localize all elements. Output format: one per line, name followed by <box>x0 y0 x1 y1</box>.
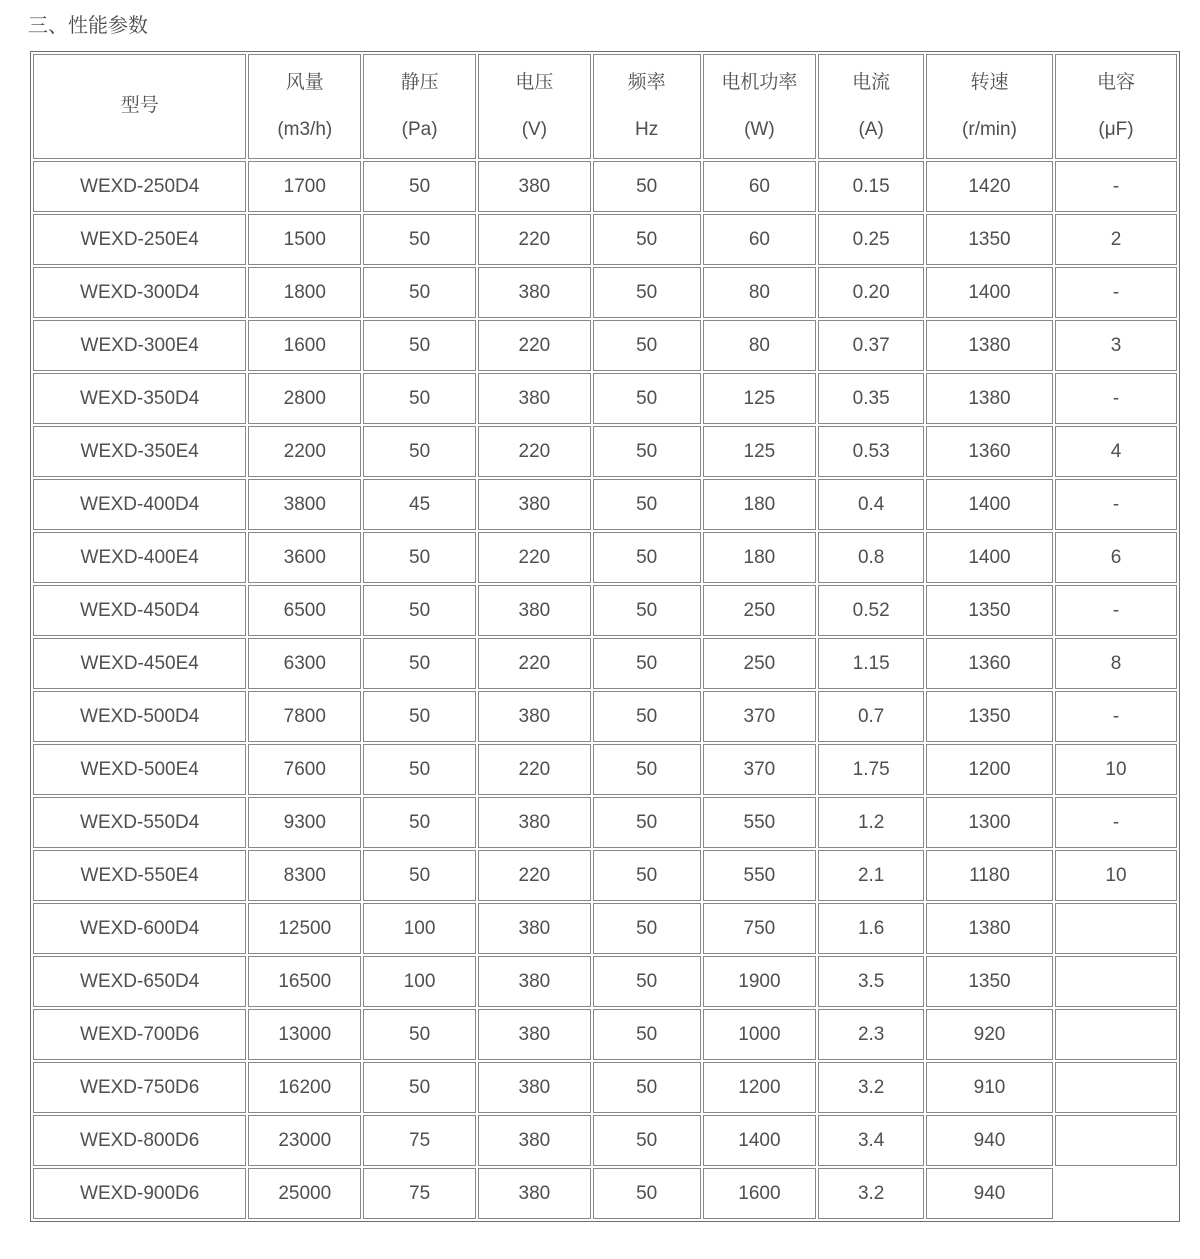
value-cell: 0.25 <box>818 214 924 265</box>
value-cell: 1.6 <box>818 903 924 954</box>
value-cell: 1200 <box>703 1062 817 1113</box>
table-row <box>33 691 1177 742</box>
table-row <box>33 1115 1177 1166</box>
value-cell: 380 <box>478 1115 591 1166</box>
value-cell: 10 <box>1055 744 1177 795</box>
value-cell: 7600 <box>248 744 361 795</box>
model-cell: WEXD-750D6 <box>33 1062 246 1113</box>
value-cell: 940 <box>926 1168 1053 1219</box>
value-cell: 1.15 <box>818 638 924 689</box>
value-cell: 1400 <box>926 267 1053 318</box>
value-cell: 50 <box>593 585 701 636</box>
value-cell: 50 <box>593 903 701 954</box>
value-cell: 50 <box>593 161 701 212</box>
value-cell: 50 <box>593 320 701 371</box>
value-cell: 50 <box>593 532 701 583</box>
value-cell: 1400 <box>703 1115 817 1166</box>
value-cell: 920 <box>926 1009 1053 1060</box>
value-cell: 1600 <box>248 320 361 371</box>
table-row <box>33 320 1177 371</box>
value-cell: 0.35 <box>818 373 924 424</box>
value-cell: 220 <box>478 532 591 583</box>
value-cell: 370 <box>703 744 817 795</box>
value-cell: 50 <box>363 373 476 424</box>
header-unit: (μF) <box>1098 118 1134 140</box>
value-cell: 100 <box>363 956 476 1007</box>
value-cell: 1350 <box>926 956 1053 1007</box>
value-cell: 1300 <box>926 797 1053 848</box>
section-title: 三、性能参数 <box>28 15 148 37</box>
value-cell: 1360 <box>926 426 1053 477</box>
table-row <box>33 744 1177 795</box>
value-cell: 23000 <box>248 1115 361 1166</box>
value-cell: 50 <box>593 797 701 848</box>
model-cell: WEXD-400D4 <box>33 479 246 530</box>
value-cell: 50 <box>593 1009 701 1060</box>
column-header-8 <box>1055 54 1177 159</box>
value-cell: 0.8 <box>818 532 924 583</box>
value-cell: 16500 <box>248 956 361 1007</box>
value-cell: 250 <box>703 638 817 689</box>
model-cell: WEXD-350E4 <box>33 426 246 477</box>
value-cell: 50 <box>593 479 701 530</box>
value-cell: 1700 <box>248 161 361 212</box>
value-cell: 3800 <box>248 479 361 530</box>
value-cell <box>1055 1009 1177 1060</box>
header-label: 型号 <box>120 95 159 117</box>
model-cell: WEXD-450D4 <box>33 585 246 636</box>
column-header-6 <box>818 54 924 159</box>
value-cell: 1380 <box>926 903 1053 954</box>
table-row <box>33 161 1177 212</box>
value-cell: 7800 <box>248 691 361 742</box>
value-cell: 380 <box>478 956 591 1007</box>
table-row <box>33 1009 1177 1060</box>
value-cell: 0.15 <box>818 161 924 212</box>
value-cell: 380 <box>478 903 591 954</box>
value-cell: 0.52 <box>818 585 924 636</box>
table-row <box>33 267 1177 318</box>
model-cell: WEXD-650D4 <box>33 956 246 1007</box>
value-cell: 1180 <box>926 850 1053 901</box>
value-cell: 0.37 <box>818 320 924 371</box>
value-cell: 380 <box>478 1009 591 1060</box>
model-cell: WEXD-450E4 <box>33 638 246 689</box>
value-cell: 1350 <box>926 691 1053 742</box>
value-cell: - <box>1055 797 1177 848</box>
model-cell: WEXD-300D4 <box>33 267 246 318</box>
model-cell: WEXD-350D4 <box>33 373 246 424</box>
column-header-1 <box>248 54 361 159</box>
header-label: 静压 <box>400 71 439 93</box>
value-cell: 50 <box>363 744 476 795</box>
value-cell: 1800 <box>248 267 361 318</box>
value-cell: 550 <box>703 850 817 901</box>
value-cell: 50 <box>363 1009 476 1060</box>
value-cell: 6300 <box>248 638 361 689</box>
value-cell: 50 <box>593 850 701 901</box>
value-cell: 50 <box>593 267 701 318</box>
table-body <box>33 161 1177 1219</box>
value-cell: 50 <box>363 585 476 636</box>
value-cell: 750 <box>703 903 817 954</box>
value-cell <box>1055 1168 1177 1219</box>
value-cell: - <box>1055 373 1177 424</box>
value-cell: 60 <box>703 161 817 212</box>
value-cell: 380 <box>478 1062 591 1113</box>
value-cell: 125 <box>703 373 817 424</box>
value-cell: - <box>1055 161 1177 212</box>
value-cell: - <box>1055 479 1177 530</box>
value-cell: 1.2 <box>818 797 924 848</box>
value-cell: 1900 <box>703 956 817 1007</box>
model-cell: WEXD-500D4 <box>33 691 246 742</box>
value-cell: 1000 <box>703 1009 817 1060</box>
value-cell <box>1055 956 1177 1007</box>
value-cell: 50 <box>363 638 476 689</box>
value-cell: 75 <box>363 1115 476 1166</box>
table-header <box>33 54 1177 159</box>
value-cell <box>1055 903 1177 954</box>
value-cell: 2800 <box>248 373 361 424</box>
value-cell: 50 <box>593 373 701 424</box>
performance-table <box>30 51 1180 1222</box>
value-cell: 8 <box>1055 638 1177 689</box>
value-cell: 50 <box>363 214 476 265</box>
value-cell: 2200 <box>248 426 361 477</box>
value-cell: 3.5 <box>818 956 924 1007</box>
value-cell: 50 <box>363 267 476 318</box>
table-row <box>33 426 1177 477</box>
value-cell: 370 <box>703 691 817 742</box>
table-row <box>33 1062 1177 1113</box>
value-cell: 50 <box>363 691 476 742</box>
value-cell: 1360 <box>926 638 1053 689</box>
model-cell: WEXD-700D6 <box>33 1009 246 1060</box>
value-cell: 220 <box>478 850 591 901</box>
table-row <box>33 638 1177 689</box>
value-cell: 180 <box>703 532 817 583</box>
model-cell: WEXD-800D6 <box>33 1115 246 1166</box>
value-cell: 1400 <box>926 532 1053 583</box>
value-cell: 1350 <box>926 214 1053 265</box>
value-cell: 380 <box>478 479 591 530</box>
value-cell: 12500 <box>248 903 361 954</box>
value-cell: 1400 <box>926 479 1053 530</box>
value-cell: 50 <box>593 1062 701 1113</box>
header-unit: (m3/h) <box>277 118 333 140</box>
model-cell: WEXD-400E4 <box>33 532 246 583</box>
value-cell: 50 <box>593 426 701 477</box>
column-header-2 <box>363 54 476 159</box>
value-cell: 6500 <box>248 585 361 636</box>
column-header-5 <box>703 54 817 159</box>
value-cell: 250 <box>703 585 817 636</box>
value-cell: 1350 <box>926 585 1053 636</box>
value-cell: 4 <box>1055 426 1177 477</box>
value-cell: 50 <box>593 691 701 742</box>
value-cell: 380 <box>478 797 591 848</box>
value-cell: 2.1 <box>818 850 924 901</box>
value-cell: 50 <box>363 850 476 901</box>
model-cell: WEXD-250E4 <box>33 214 246 265</box>
value-cell: 50 <box>363 426 476 477</box>
value-cell: 0.53 <box>818 426 924 477</box>
model-cell: WEXD-500E4 <box>33 744 246 795</box>
value-cell: 180 <box>703 479 817 530</box>
value-cell: 50 <box>363 1062 476 1113</box>
value-cell: - <box>1055 691 1177 742</box>
column-header-3 <box>478 54 591 159</box>
value-cell: 1.75 <box>818 744 924 795</box>
value-cell: 6 <box>1055 532 1177 583</box>
value-cell: 1600 <box>703 1168 817 1219</box>
value-cell: 910 <box>926 1062 1053 1113</box>
value-cell: 0.7 <box>818 691 924 742</box>
value-cell: 125 <box>703 426 817 477</box>
value-cell: 60 <box>703 214 817 265</box>
value-cell: 2 <box>1055 214 1177 265</box>
value-cell: 1420 <box>926 161 1053 212</box>
header-unit: (A) <box>858 118 884 140</box>
value-cell: 16200 <box>248 1062 361 1113</box>
table-row <box>33 532 1177 583</box>
value-cell: 0.20 <box>818 267 924 318</box>
value-cell: 1200 <box>926 744 1053 795</box>
table-row <box>33 850 1177 901</box>
value-cell: 10 <box>1055 850 1177 901</box>
value-cell: 100 <box>363 903 476 954</box>
header-unit: Hz <box>635 118 659 140</box>
value-cell: 220 <box>478 320 591 371</box>
value-cell <box>1055 1115 1177 1166</box>
value-cell: 13000 <box>248 1009 361 1060</box>
value-cell: 75 <box>363 1168 476 1219</box>
value-cell: 50 <box>593 956 701 1007</box>
value-cell: 1500 <box>248 214 361 265</box>
value-cell: 8300 <box>248 850 361 901</box>
table-row <box>33 797 1177 848</box>
value-cell: 50 <box>593 214 701 265</box>
column-header-4 <box>593 54 701 159</box>
value-cell: 50 <box>363 320 476 371</box>
value-cell: 50 <box>593 1115 701 1166</box>
value-cell: 380 <box>478 373 591 424</box>
value-cell: 9300 <box>248 797 361 848</box>
value-cell: 1380 <box>926 373 1053 424</box>
value-cell <box>1055 1062 1177 1113</box>
value-cell: 380 <box>478 691 591 742</box>
value-cell: 220 <box>478 214 591 265</box>
value-cell: 2.3 <box>818 1009 924 1060</box>
column-header-7 <box>926 54 1053 159</box>
table-row <box>33 585 1177 636</box>
table-row <box>33 479 1177 530</box>
value-cell: 3 <box>1055 320 1177 371</box>
header-unit: (W) <box>744 118 775 140</box>
value-cell: 940 <box>926 1115 1053 1166</box>
value-cell: 380 <box>478 267 591 318</box>
value-cell: 220 <box>478 426 591 477</box>
value-cell: 380 <box>478 161 591 212</box>
model-cell: WEXD-550D4 <box>33 797 246 848</box>
value-cell: 3.2 <box>818 1168 924 1219</box>
table-row <box>33 903 1177 954</box>
header-label: 电压 <box>515 71 554 93</box>
value-cell: 1380 <box>926 320 1053 371</box>
model-cell: WEXD-900D6 <box>33 1168 246 1219</box>
value-cell: 220 <box>478 638 591 689</box>
value-cell: 45 <box>363 479 476 530</box>
value-cell: 50 <box>593 1168 701 1219</box>
header-label: 电机功率 <box>721 71 798 93</box>
header-label: 频率 <box>627 71 666 93</box>
table-row <box>33 214 1177 265</box>
model-cell: WEXD-300E4 <box>33 320 246 371</box>
value-cell: 25000 <box>248 1168 361 1219</box>
value-cell: 50 <box>593 638 701 689</box>
header-label: 转速 <box>970 71 1009 93</box>
column-header-model <box>33 54 246 159</box>
model-cell: WEXD-550E4 <box>33 850 246 901</box>
value-cell: 50 <box>363 532 476 583</box>
table-row <box>33 956 1177 1007</box>
table-row <box>33 373 1177 424</box>
header-row <box>33 54 1177 159</box>
value-cell: 50 <box>363 797 476 848</box>
header-unit: (Pa) <box>401 118 438 140</box>
value-cell: - <box>1055 267 1177 318</box>
value-cell: 0.4 <box>818 479 924 530</box>
model-cell: WEXD-600D4 <box>33 903 246 954</box>
header-label: 电容 <box>1096 71 1135 93</box>
value-cell: 380 <box>478 585 591 636</box>
value-cell: 220 <box>478 744 591 795</box>
value-cell: 3.2 <box>818 1062 924 1113</box>
value-cell: - <box>1055 585 1177 636</box>
value-cell: 3.4 <box>818 1115 924 1166</box>
value-cell: 3600 <box>248 532 361 583</box>
model-cell: WEXD-250D4 <box>33 161 246 212</box>
value-cell: 80 <box>703 267 817 318</box>
table-row <box>33 1168 1177 1219</box>
value-cell: 380 <box>478 1168 591 1219</box>
header-unit: (r/min) <box>962 118 1017 140</box>
header-label: 风量 <box>285 71 324 93</box>
header-label: 电流 <box>852 71 891 93</box>
value-cell: 50 <box>363 161 476 212</box>
value-cell: 80 <box>703 320 817 371</box>
value-cell: 550 <box>703 797 817 848</box>
header-unit: (V) <box>521 118 548 140</box>
value-cell: 50 <box>593 744 701 795</box>
